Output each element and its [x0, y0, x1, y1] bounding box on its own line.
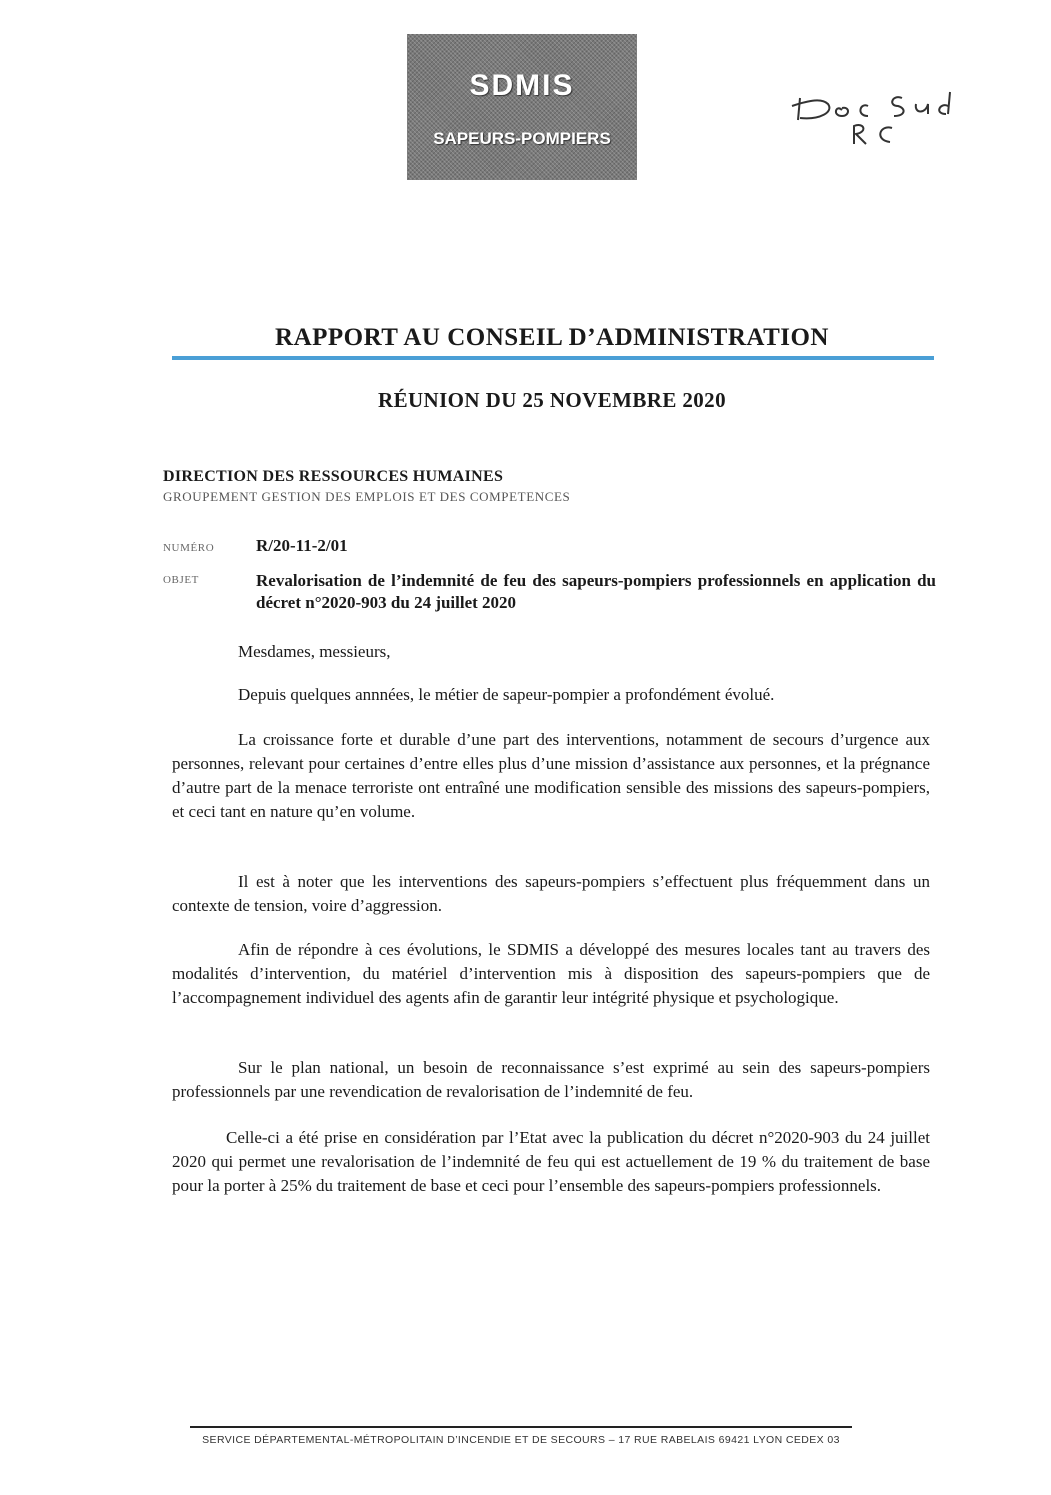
direction-name: DIRECTION DES RESSOURCES HUMAINES [163, 468, 504, 485]
title-divider [172, 356, 934, 360]
logo-title: SDMIS [469, 69, 575, 102]
numero-label: NUMÉRO [163, 542, 215, 554]
salutation: Mesdames, messieurs, [238, 642, 391, 661]
paragraph-5: Sur le plan national, un besoin de reconnaissance s’est exprimé au sein des sapeurs-pompiers professionnels par une revendication de revalorisation de l’indemnité de feu. [172, 1058, 930, 1101]
footer-divider [190, 1426, 852, 1428]
footer-address: SERVICE DÉPARTEMENTAL-MÉTROPOLITAIN D’INCENDIE ET DE SECOURS – 17 RUE RABELAIS 69421 LYON CEDEX 03 [202, 1434, 840, 1446]
objet-value: Revalorisation de l’indemnité de feu des sapeurs-pompiers professionnels en application du décret n°2020-903 du 24 juillet 2020 [256, 571, 936, 612]
paragraph-1: Depuis quelques annnées, le métier de sapeur-pompier a profondément évolué. [238, 685, 775, 704]
paragraph-4: Afin de répondre à ces évolutions, le SDMIS a développé des mesures locales tant au travers des modalités d’intervention, du matériel d’intervention mis à disposition des sapeurs-pompiers que de l’accompagnement individuel des agents afin de garantir leur intégrité physique et psychologique. [172, 940, 930, 1007]
paragraph-3: Il est à noter que les interventions des sapeurs-pompiers s’effectuent plus fréquemment dans un contexte de tension, voire d’aggression. [172, 872, 930, 915]
objet-label: OBJET [163, 574, 199, 586]
groupement-name: GROUPEMENT GESTION DES EMPLOIS ET DES COMPETENCES [163, 489, 571, 504]
meeting-date: RÉUNION DU 25 NOVEMBRE 2020 [378, 388, 726, 412]
sdmis-logo [407, 34, 637, 180]
handwritten-annotation [770, 80, 970, 150]
numero-value: R/20-11-2/01 [256, 536, 348, 555]
logo-subtitle: SAPEURS-POMPIERS [433, 129, 611, 148]
paragraph-2: La croissance forte et durable d’une part des interventions, notamment de secours d’urgence aux personnes, relevant pour certaines d’entre elles plus d’une mission d’assistance aux personnes, et la prégnance d’autre part de la menace terroriste ont entraîné une modification sensible des missions des sapeurs-pompiers, et ceci tant en nature qu’en volume. [172, 730, 930, 821]
paragraph-6: Celle-ci a été prise en considération par l’Etat avec la publication du décret n°2020-903 du 24 juillet 2020 qui permet une revalorisation de l’indemnité de feu qui est actuellement de 19 % du traitement de base pour la porter à 25% du traitement de base et ceci pour l’ensemble des sapeurs-pompiers professionnels. [172, 1128, 930, 1195]
report-title: RAPPORT AU CONSEIL D’ADMINISTRATION [275, 324, 829, 351]
